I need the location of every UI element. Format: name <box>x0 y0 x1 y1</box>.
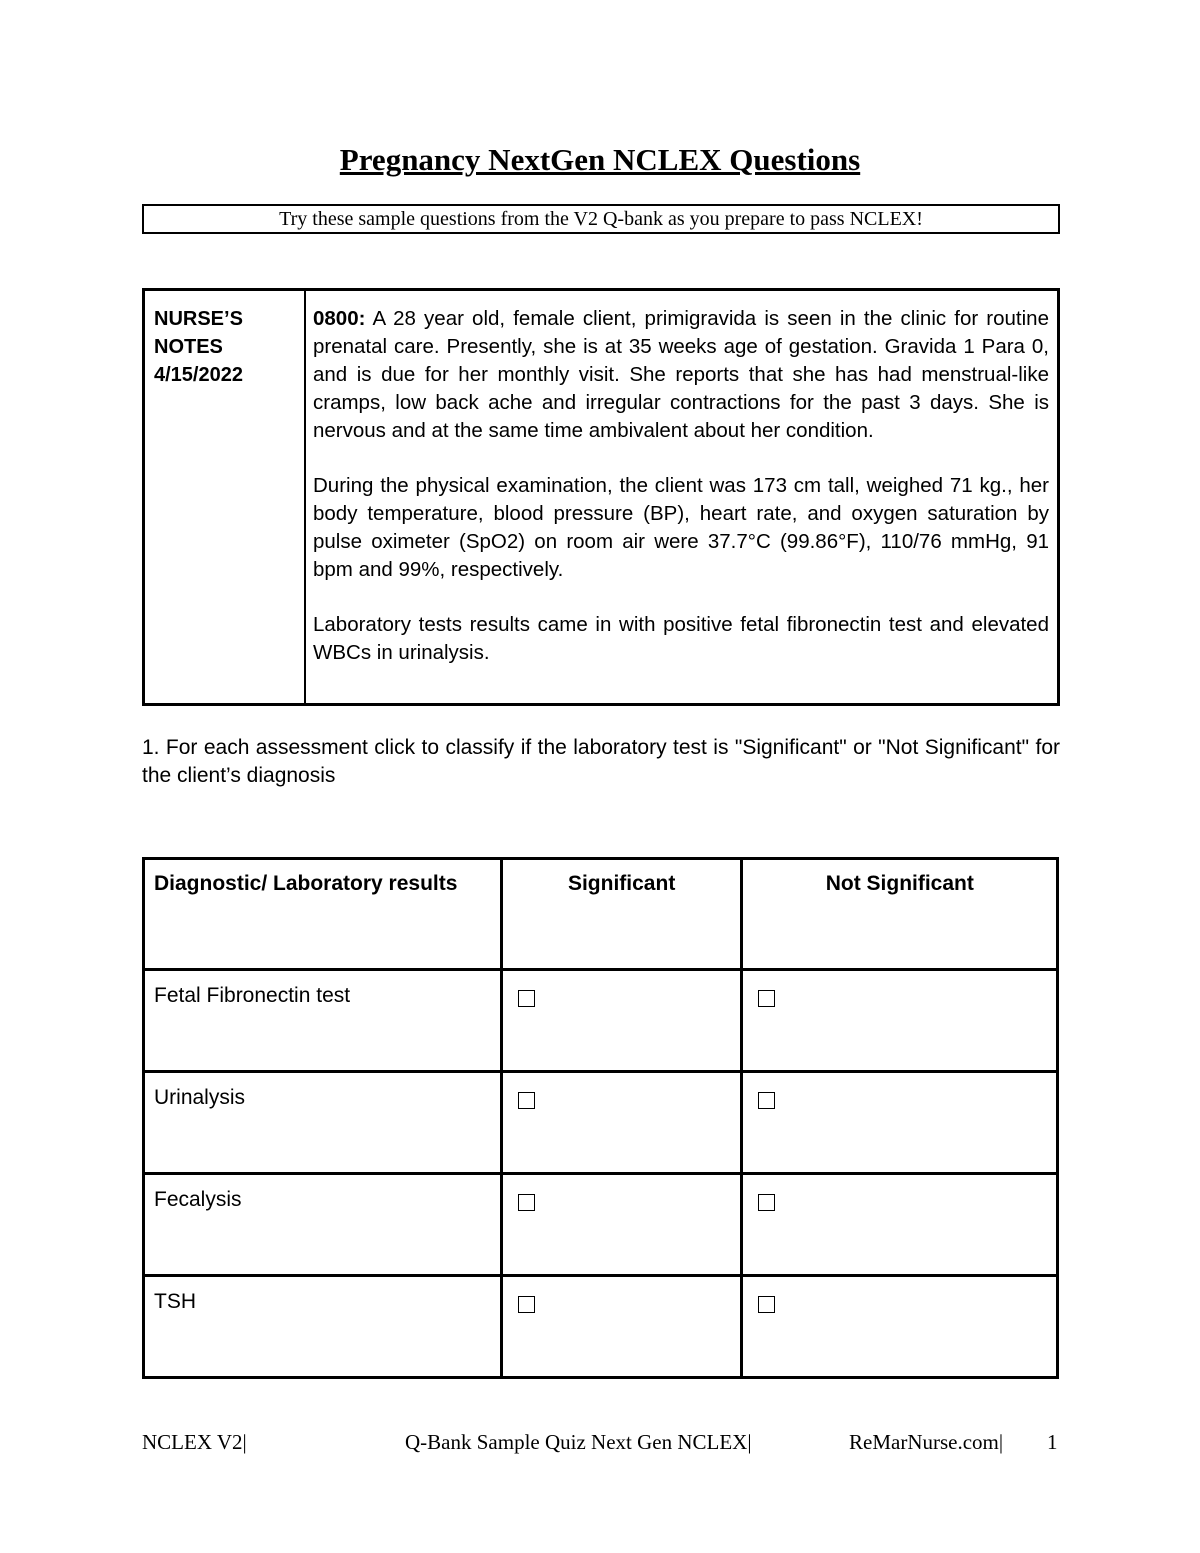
nurses-notes-body <box>305 290 1059 705</box>
significant-cell <box>501 1276 741 1378</box>
significant-checkbox[interactable] <box>518 1296 535 1313</box>
header-not-significant: Not Significant <box>741 859 1057 970</box>
not-significant-cell <box>741 1072 1057 1174</box>
table-row <box>144 1174 1058 1276</box>
significant-cell <box>501 1072 741 1174</box>
not-significant-cell <box>741 1276 1057 1378</box>
notes-paragraph-1 <box>313 305 1049 445</box>
table-row <box>144 1276 1058 1378</box>
notes-label-line2: NOTES <box>154 336 223 358</box>
nurses-notes-table <box>142 288 1060 706</box>
page-title: Pregnancy NextGen NCLEX Questions <box>339 142 861 177</box>
table-row <box>144 1072 1058 1174</box>
table-row <box>144 970 1058 1072</box>
significant-cell <box>501 970 741 1072</box>
not-significant-checkbox[interactable] <box>758 990 775 1007</box>
notes-paragraph-3: Laboratory tests results came in with positive fetal fibronectin test and elevated WBCs in urinalysis. <box>313 613 1049 664</box>
notes-label-line1: NURSE’S <box>154 308 243 330</box>
not-significant-checkbox[interactable] <box>758 1296 775 1313</box>
notes-time: 0800: <box>313 307 366 330</box>
notes-date: 4/15/2022 <box>154 364 243 386</box>
nurses-notes-label <box>144 290 306 705</box>
significant-checkbox[interactable] <box>518 990 535 1007</box>
not-significant-cell <box>741 970 1057 1072</box>
significant-checkbox[interactable] <box>518 1194 535 1211</box>
header-diagnostic: Diagnostic/ Laboratory results <box>144 859 502 970</box>
question-prompt: 1. For each assessment click to classify if the laboratory test is "Significant" or "Not Significant" for the client’s diagnosis <box>142 736 1060 787</box>
footer-center: Q-Bank Sample Quiz Next Gen NCLEX| <box>405 1430 752 1454</box>
row-test-name: Urinalysis <box>144 1072 502 1174</box>
not-significant-checkbox[interactable] <box>758 1092 775 1109</box>
not-significant-checkbox[interactable] <box>758 1194 775 1211</box>
notes-paragraph-2: During the physical examination, the client was 173 cm tall, weighed 71 kg., her body temperature, blood pressure (BP), heart rate, and oxygen saturation by pulse oximeter (SpO2) on room air were 37.7°C (99.86°F), 110/76 mmHg, 91 bpm and 99%, respectively. <box>313 474 1049 581</box>
row-test-name: TSH <box>144 1276 502 1378</box>
notes-paragraph-1-text: A 28 year old, female client, primigravida is seen in the clinic for routine prenatal care. Presently, she is at 35 weeks age of gestation. Gravida 1 Para 0, and is due for her monthly visit. She reports that she has had menstrual-like cramps, low back ache and irregular contractions for the past 3 days. She is nervous and at the same time ambivalent about her condition. <box>313 307 1049 442</box>
lab-results-table <box>142 857 1059 1379</box>
header-significant: Significant <box>501 859 741 970</box>
footer-right: ReMarNurse.com| <box>849 1430 1004 1454</box>
not-significant-cell <box>741 1174 1057 1276</box>
row-test-name: Fecalysis <box>144 1174 502 1276</box>
row-test-name: Fetal Fibronectin test <box>144 970 502 1072</box>
significant-checkbox[interactable] <box>518 1092 535 1109</box>
intro-banner: Try these sample questions from the V2 Q-bank as you prepare to pass NCLEX! <box>142 204 1060 234</box>
footer-left: NCLEX V2| <box>142 1430 247 1454</box>
significant-cell <box>501 1174 741 1276</box>
table-header-row <box>144 859 1058 970</box>
page-number: 1 <box>1047 1430 1058 1454</box>
